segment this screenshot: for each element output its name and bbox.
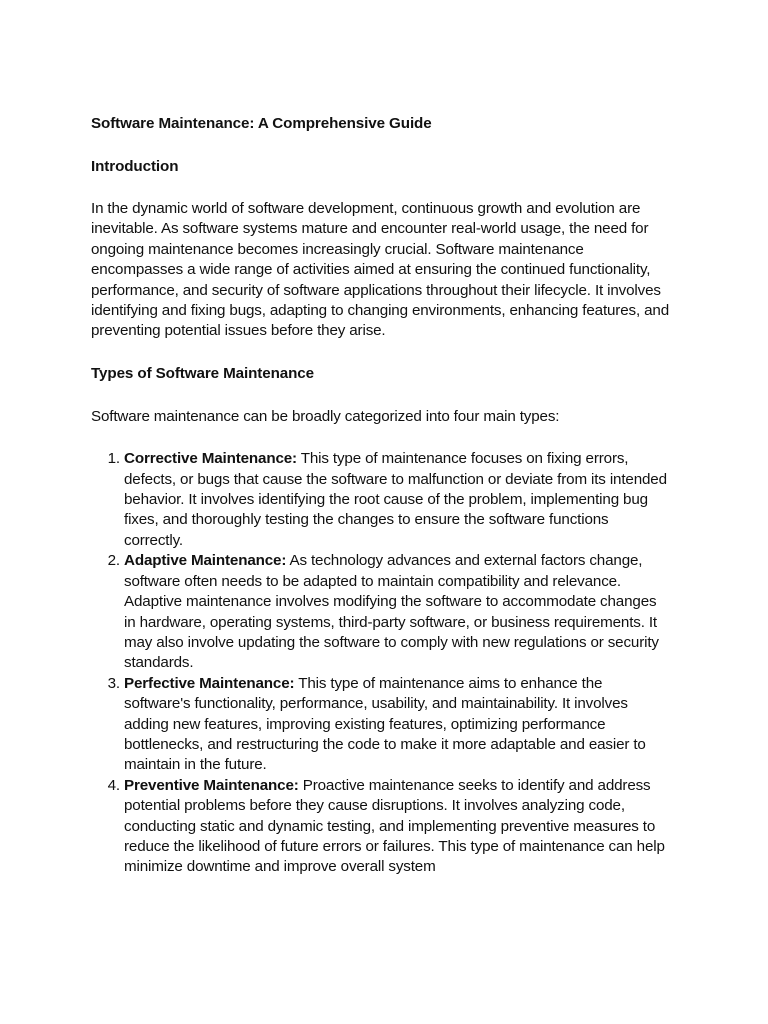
list-item-term: Adaptive Maintenance:: [124, 552, 287, 570]
list-item-term: Perfective Maintenance:: [124, 674, 295, 692]
list-item-text: Proactive maintenance seeks to identify and address potential problems before they cause disruptions. It involves analyzing code, conducting static and dynamic testing, and implementing preventive measures to reduce the likelihood of future errors or failures. This type of maintenance can help minimize downtime and improve overall system: [124, 776, 665, 876]
list-item-number: 1.: [107, 450, 120, 468]
list-item: [107, 674, 671, 776]
maintenance-types-list: [91, 449, 671, 878]
list-item-number: 3.: [107, 674, 120, 692]
document-title: Software Maintenance: A Comprehensive Guide: [91, 115, 432, 132]
list-item-text: As technology advances and external factors change, software often needs to be adapted to maintain compatibility and relevance. Adaptive maintenance involves modifying the software to accommodate changes in hardware, operating systems, third-party software, or business requirements. It may also involve updating the software to comply with new regulations or security standards.: [124, 552, 659, 672]
list-item-text: This type of maintenance aims to enhance the software's functionality, performance, usability, and maintainability. It involves adding new features, improving existing features, optimizing performance bottlenecks, and restructuring the code to make it more adaptable and easier to maintain in the future.: [124, 674, 646, 774]
list-item-number: 4.: [107, 776, 120, 794]
types-heading: Types of Software Maintenance: [91, 364, 314, 382]
list-item-number: 2.: [107, 552, 120, 570]
types-intro-paragraph: Software maintenance can be broadly categorized into four main types:: [91, 407, 560, 425]
list-item: [107, 449, 671, 551]
list-item-text: This type of maintenance focuses on fixing errors, defects, or bugs that cause the software to malfunction or deviate from its intended behavior. It involves identifying the root cause of the problem, implementing bug fixes, and thoroughly testing the changes to ensure the software functions correctly.: [124, 450, 667, 549]
list-item-term: Corrective Maintenance:: [124, 450, 297, 468]
introduction-paragraph: In the dynamic world of software development, continuous growth and evolution are inevitable. As software systems mature and encounter real-world usage, the need for ongoing maintenance becomes increasingly crucial. Software maintenance encompasses a wide range of activities aimed at ensuring the continued functionality, performance, and security of software applications throughout their lifecycle. It involves identifying and fixing bugs, adapting to changing environments, enhancing features, and preventing potential issues before they arise.: [91, 200, 669, 340]
list-item: [107, 776, 671, 878]
list-item: [107, 551, 671, 673]
document-page: [91, 114, 671, 878]
list-item-term: Preventive Maintenance:: [124, 776, 299, 794]
introduction-heading: Introduction: [91, 158, 179, 175]
